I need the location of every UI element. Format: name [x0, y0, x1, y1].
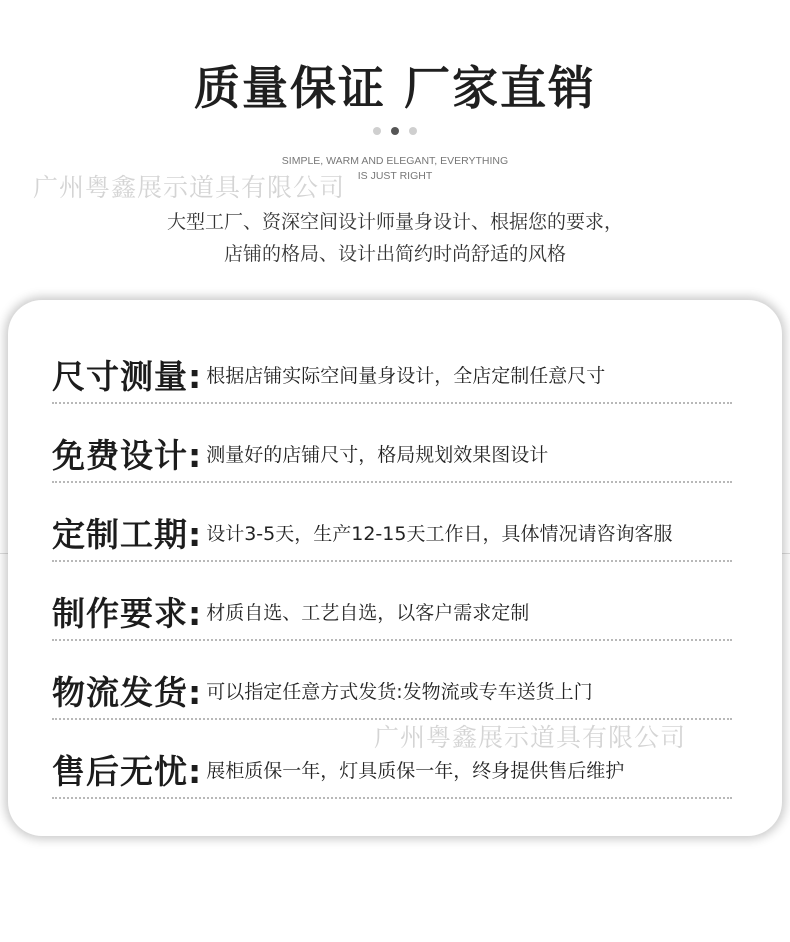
feature-text: 展柜质保一年，灯具质保一年，终身提供售后维护 [206, 759, 625, 782]
feature-row-requirements [52, 583, 732, 641]
english-subtitle-line1: SIMPLE, WARM AND ELEGANT, EVERYTHING [281, 155, 509, 167]
feature-text: 根据店铺实际空间量身设计，全店定制任意尺寸 [206, 364, 606, 387]
feature-row-size [52, 346, 732, 404]
page-title: 质量保证 厂家直销 [193, 61, 596, 115]
feature-text: 材质自选、工艺自选，以客户需求定制 [206, 601, 530, 624]
intro-line2: 店铺的格局、设计出简约时尚舒适的风格 [223, 243, 566, 265]
divider [782, 553, 790, 554]
divider [0, 553, 8, 554]
feature-row-design [52, 425, 732, 483]
feature-text: 可以指定任意方式发货:发物流或专车送货上门 [206, 680, 593, 703]
intro-line1: 大型工厂、资深空间设计师量身设计、根据您的要求， [166, 211, 623, 233]
feature-row-shipping [52, 662, 732, 720]
watermark: 广州粤鑫展示道具有限公司 [33, 173, 346, 202]
feature-label: 尺寸测量: [52, 356, 203, 396]
feature-label: 物流发货: [52, 672, 203, 712]
intro-text [0, 206, 790, 270]
feature-text: 设计3-5天，生产12-15天工作日，具体情况请咨询客服 [206, 522, 673, 545]
feature-label: 制作要求: [52, 593, 203, 633]
feature-text: 测量好的店铺尺寸，格局规划效果图设计 [206, 443, 549, 466]
dot-active [391, 127, 399, 135]
feature-label: 免费设计: [52, 435, 203, 475]
feature-row-schedule [52, 504, 732, 562]
dot [409, 127, 417, 135]
feature-label: 定制工期: [52, 514, 203, 554]
dot [373, 127, 381, 135]
carousel-dots [0, 127, 790, 135]
feature-label: 售后无忧: [52, 751, 203, 791]
watermark: 广州粤鑫展示道具有限公司 [374, 723, 687, 752]
english-subtitle-line2: IS JUST RIGHT [357, 170, 433, 182]
